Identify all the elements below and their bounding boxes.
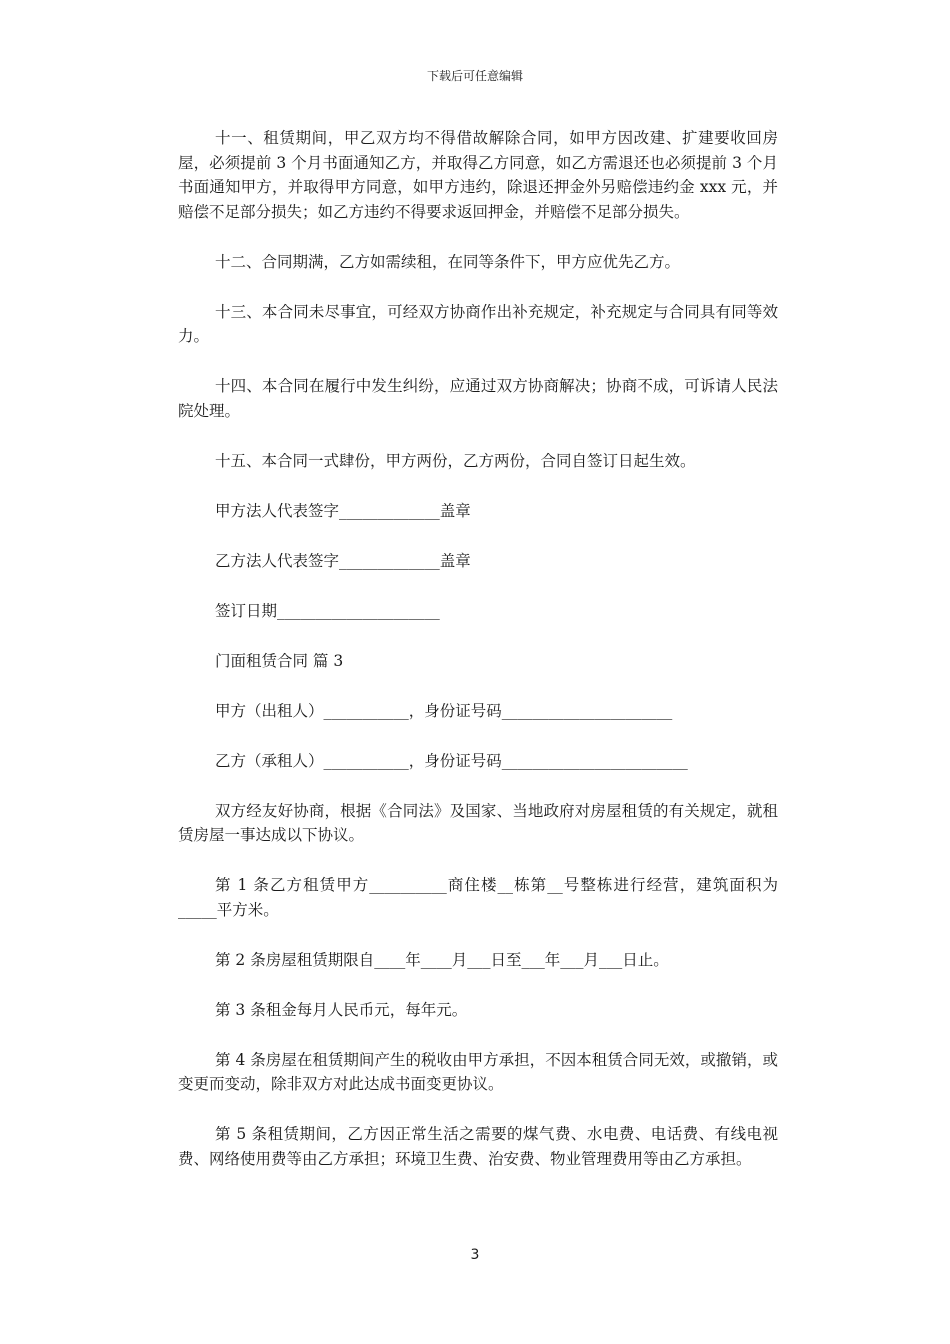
article-2: 第 2 条房屋租赁期限自____年____月___日至___年___月___日止。 [215, 950, 669, 969]
clause-15: 十五、本合同一式肆份，甲方两份，乙方两份，合同自签订日起生效。 [215, 451, 696, 470]
clause-12: 十二、合同期满，乙方如需续租，在同等条件下，甲方应优先乙方。 [215, 252, 681, 271]
section-title: 门面租赁合同 篇 3 [215, 651, 344, 670]
article-4: 第 4 条房屋在租赁期间产生的税收由甲方承担，不因本租赁合同无效，或撤销，或变更而变动，除非双方对此达成书面变更协议。 [178, 1050, 778, 1093]
document-body [178, 126, 778, 1197]
preamble: 双方经友好协商，根据《合同法》及国家、当地政府对房屋租赁的有关规定，就租赁房屋一事达成以下协议。 [178, 801, 778, 844]
article-5: 第 5 条租赁期间，乙方因正常生活之需要的煤气费、水电费、电话费、有线电视费、网络使用费等由乙方承担；环境卫生费、治安费、物业管理费用等由乙方承担。 [178, 1125, 778, 1168]
clause-13: 十三、本合同未尽事宜，可经双方协商作出补充规定，补充规定与合同具有同等效力。 [178, 302, 778, 345]
party-a-signature-line: 甲方法人代表签字_____________盖章 [215, 501, 471, 520]
article-3: 第 3 条租金每月人民币元，每年元。 [215, 1000, 468, 1019]
signing-date-line: 签订日期_____________________ [215, 601, 440, 620]
article-1: 第 1 条乙方租赁甲方__________商住楼__栋第__号整栋进行经营，建筑面积为_____平方米。 [178, 876, 778, 919]
lessor-line: 甲方（出租人）___________，身份证号码______________________ [215, 701, 673, 720]
lessee-line: 乙方（承租人）___________，身份证号码________________________ [215, 751, 688, 770]
page-header: 下载后可任意编辑 [426, 69, 523, 83]
clause-11: 十一、租赁期间，甲乙双方均不得借故解除合同，如甲方因改建、扩建要收回房屋，必须提前 3 个月书面通知乙方，并取得乙方同意，如乙方需退还也必须提前 3 个月书面通知甲方，并取得甲方同意，如甲方违约，除退还押金外另赔偿违约金 xxx 元，并赔偿不足部分损失；如乙方违约不得要求返回押金，并赔偿不足部分损失。 [178, 129, 778, 221]
clause-14: 十四、本合同在履行中发生纠纷，应通过双方协商解决；协商不成，可诉请人民法院处理。 [178, 377, 778, 420]
page-number: 3 [470, 1247, 480, 1263]
party-b-signature-line: 乙方法人代表签字_____________盖章 [215, 551, 471, 570]
